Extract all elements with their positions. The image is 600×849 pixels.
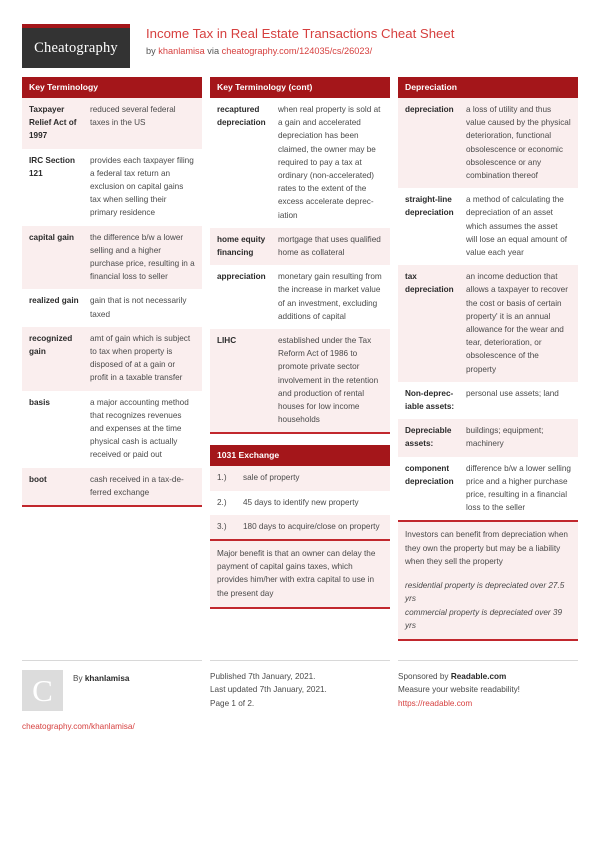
card-rows bbox=[210, 98, 390, 432]
card-depreciation bbox=[398, 77, 578, 641]
card-key-terminology bbox=[22, 77, 202, 507]
table-row bbox=[210, 265, 390, 329]
card-1031-exchange bbox=[210, 445, 390, 608]
row-term: LIHC bbox=[217, 336, 237, 346]
row-term: depreciation bbox=[405, 105, 454, 114]
row-definition: when real property is sold at a gain and accelerated depreciation has been claimed, the owner may be required to pay a tax at ordinary (non-accelerated) rates to the extent of the excess accelerate depreciation bbox=[278, 105, 381, 220]
table-row bbox=[22, 149, 202, 226]
row-definition: provides each taxpayer filing a federal tax return an exclusion on capital gains tax when selling their primary residence bbox=[90, 155, 194, 218]
row-term: Taxpayer Relief Act of 1997 bbox=[29, 105, 77, 141]
row-definition: difference b/w a lower selling price and a higher purchase price, resulting in a financial loss to the seller bbox=[466, 463, 571, 513]
list-number: 2.) bbox=[217, 497, 227, 507]
row-definition: a loss of utility and thus value caused by the physical deterioration, functional obsolescence or economic obsolescence or any combination thereof bbox=[466, 105, 571, 181]
card-title: Depreciation bbox=[398, 77, 578, 98]
list-text: sale of property bbox=[243, 473, 300, 483]
table-row bbox=[22, 98, 202, 149]
page-title: Income Tax in Real Estate Transactions Cheat Sheet bbox=[146, 26, 455, 41]
row-term: appreciation bbox=[217, 272, 266, 282]
author-meta bbox=[73, 670, 129, 685]
row-term: home equity financing bbox=[217, 234, 266, 258]
table-row bbox=[210, 98, 390, 228]
table-row bbox=[210, 329, 390, 432]
row-definition: gain that is not necessarily taxed bbox=[90, 296, 187, 319]
sponsor-name: Readable.com bbox=[450, 671, 507, 681]
list-item bbox=[210, 515, 390, 539]
card-note bbox=[398, 520, 578, 638]
footer-author-column bbox=[22, 660, 202, 733]
row-definition: personal use assets; land bbox=[466, 388, 559, 398]
card-title: Key Terminology (cont) bbox=[210, 77, 390, 98]
table-row bbox=[22, 468, 202, 505]
list-item bbox=[210, 491, 390, 515]
row-definition: reduced several federal taxes in the US bbox=[90, 105, 176, 128]
note-spacer bbox=[405, 568, 571, 579]
row-term: straight-line depreciation bbox=[405, 195, 454, 218]
by-label: By bbox=[73, 673, 85, 683]
byline-via: via bbox=[204, 46, 222, 56]
table-row bbox=[210, 228, 390, 265]
updated-date: Last updated 7th January, 2021. bbox=[210, 685, 327, 695]
byline-source-link[interactable]: cheatography.com/124035/cs/26023/ bbox=[221, 46, 373, 56]
row-definition: monetary gain resulting from the increase in market value of an investment, excluding additions of capital bbox=[278, 272, 382, 321]
table-row bbox=[398, 457, 578, 521]
cheatography-logo[interactable] bbox=[22, 24, 130, 68]
card-note: Major benefit is that an owner can delay the payment of capital gains taxes, which provides him/her with extra capital to use in the present day bbox=[210, 539, 390, 607]
row-term: recaptured depreciation bbox=[217, 105, 266, 128]
row-definition: an income deduction that allows a taxpayer to recover the cost or basis of certain property' it is an annual allowance for the wear and tear, deterioration, or obsolescence of the property bbox=[466, 272, 568, 374]
footer-publish-column bbox=[210, 660, 390, 710]
table-row bbox=[22, 391, 202, 468]
list-text: 180 days to acquire/close on property bbox=[243, 521, 380, 531]
row-definition: a method of calculating the depreciation of an asset which assumes the asset will lose an equal amount of value each year bbox=[466, 195, 568, 258]
page-footer bbox=[0, 660, 600, 733]
row-definition: cash received in a tax-deferred exchange bbox=[90, 474, 184, 497]
row-term: capital gain bbox=[29, 232, 75, 242]
list-item bbox=[210, 466, 390, 490]
card-title: Key Terminology bbox=[22, 77, 202, 98]
table-row bbox=[22, 226, 202, 290]
row-term: Non-depreciable assets: bbox=[405, 388, 455, 412]
masthead bbox=[0, 0, 600, 66]
byline-prefix: by bbox=[146, 46, 159, 56]
sponsor-line bbox=[398, 670, 578, 683]
row-term: realized gain bbox=[29, 296, 79, 306]
author-profile-link[interactable]: cheatography.com/khanlamisa/ bbox=[22, 721, 135, 731]
row-term: basis bbox=[29, 397, 50, 407]
row-definition: buildings; equipment; machinery bbox=[466, 426, 544, 449]
author-name: khanlamisa bbox=[84, 673, 130, 683]
row-term: tax depreciation bbox=[405, 272, 454, 295]
logo-text: Cheatography bbox=[34, 39, 118, 56]
note-italic-residential: residential property is depreciated over 27.5 yrs bbox=[405, 581, 565, 604]
column-2 bbox=[210, 77, 390, 620]
column-1 bbox=[22, 77, 202, 518]
table-row bbox=[22, 327, 202, 391]
row-definition: amt of gain which is subject to tax when property is disposed of at a gain or profit in a taxable transfer bbox=[90, 333, 191, 383]
row-definition: the difference b/w a lower selling and a higher purchase price, resulting in a financial loss to seller bbox=[90, 232, 195, 282]
table-row bbox=[398, 98, 578, 188]
table-row bbox=[22, 289, 202, 326]
published-date: Published 7th January, 2021. bbox=[210, 671, 316, 681]
table-row bbox=[398, 265, 578, 382]
row-definition: established under the Tax Reform Act of 1986 to promote private sector involvement in the retention and production of rental houses for low income households bbox=[278, 336, 379, 425]
card-title: 1031 Exchange bbox=[210, 445, 390, 466]
note-italic-commercial: commercial property is depreciated over 39 yrs bbox=[405, 607, 562, 630]
row-term: component depreciation bbox=[405, 463, 454, 486]
card-rows bbox=[210, 466, 390, 606]
row-definition: a major accounting method that recognizes revenues and expenses at the time physical cash is actually received or paid out bbox=[90, 397, 189, 460]
footer-sponsor-column bbox=[398, 660, 578, 710]
card-rows bbox=[398, 98, 578, 639]
note-main-text: Investors can benefit from depreciation when they own the property but may be a liability when they sell the property bbox=[405, 530, 568, 566]
table-row bbox=[398, 419, 578, 456]
list-number: 3.) bbox=[217, 521, 227, 531]
list-text: 45 days to identify new property bbox=[243, 497, 359, 507]
title-block bbox=[146, 24, 454, 58]
card-rows bbox=[22, 98, 202, 505]
sponsor-prefix: Sponsored by bbox=[398, 671, 451, 681]
row-term: boot bbox=[29, 474, 47, 484]
row-term: Depreciable assets: bbox=[405, 426, 452, 449]
sponsor-link[interactable]: https://readable.com bbox=[398, 698, 473, 708]
row-term: recognized gain bbox=[29, 333, 73, 357]
column-3 bbox=[398, 77, 578, 652]
byline-author-link[interactable]: khanlamisa bbox=[158, 46, 205, 56]
row-definition: mortgage that uses qualified home as collateral bbox=[278, 234, 381, 258]
card-key-terminology-cont bbox=[210, 77, 390, 434]
avatar: C bbox=[22, 670, 63, 711]
byline bbox=[146, 45, 454, 58]
row-term: IRC Section 121 bbox=[29, 155, 75, 178]
list-number: 1.) bbox=[217, 473, 227, 483]
table-row bbox=[398, 382, 578, 419]
sponsor-tagline: Measure your website readability! bbox=[398, 685, 520, 695]
author-row bbox=[22, 670, 202, 711]
page-number: Page 1 of 2. bbox=[210, 698, 255, 708]
table-row bbox=[398, 188, 578, 265]
content-columns bbox=[0, 77, 600, 652]
